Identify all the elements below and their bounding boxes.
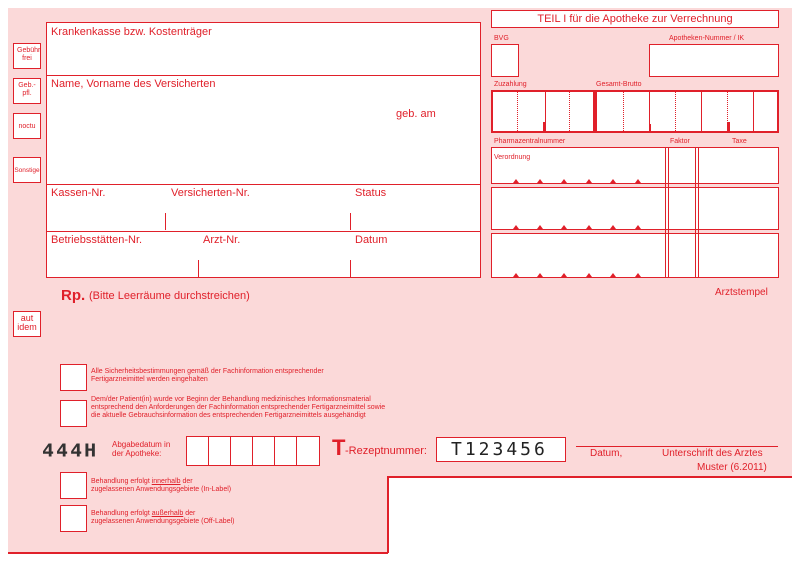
in-label-text: Behandlung erfolgt innerhalb der zugelassenen Anwendungsgebiete (In-Label) (91, 478, 232, 493)
versicherter-name-label: Name, Vorname des Versicherten (51, 78, 216, 90)
abgabedatum-label: Abgabedatum in der Apotheke: (112, 440, 171, 458)
information-text: Dem/der Patient(in) wurde vor Beginn der Behandlung medizinisches Informationsmaterial entsprechend den Anforderungen der Fachinformation entsprechender Fertigarzneimittel sowie die aktuelle Gebrauchsinformation des entsprechenden Fertigarzneimittels ausgehändigt (91, 396, 386, 419)
information-checkbox[interactable] (60, 400, 87, 427)
gesamt-brutto-label: Gesamt-Brutto (596, 81, 642, 88)
geb-pfl-box[interactable] (13, 78, 41, 104)
versicherten-nr-label: Versicherten-Nr. (171, 187, 250, 199)
code-444h: 444H (42, 439, 99, 461)
gebuehr-frei-label: Gebühr frei (17, 47, 41, 62)
noctu-box[interactable] (13, 113, 41, 139)
kassen-nr-label: Kassen-Nr. (51, 187, 106, 199)
datum-sign-label: Datum, (590, 448, 623, 459)
gesamt-brutto-box[interactable] (595, 90, 779, 133)
verordnung-row-2[interactable] (491, 187, 779, 230)
off-label-text: Behandlung erfolgt außerhalb der zugelassenen Anwendungsgebiete (Off-Label) (91, 510, 235, 525)
rp-label: Rp. (61, 287, 86, 304)
sicherheit-text: Alle Sicherheitsbestimmungen gemäß der Fachinformation entsprechender Fertigarzneimittel werden eingehalten (91, 368, 324, 383)
taxe-label: Taxe (732, 138, 747, 145)
aut-idem-box[interactable] (13, 311, 41, 337)
bvg-label: BVG (494, 35, 509, 42)
status-label: Status (355, 187, 387, 199)
datum-label: Datum (355, 234, 388, 246)
unterschrift-label: Unterschrift des Arztes (662, 448, 763, 459)
pharmacy-header (491, 10, 779, 28)
noctu-label: noctu (18, 123, 36, 130)
t-rezept-letter: T (332, 435, 346, 460)
geb-pfl-label: Geb.- pfl. (18, 82, 36, 97)
aut-idem-label: aut idem (17, 313, 37, 332)
pzn-label: Pharmazentralnummer (494, 138, 566, 145)
bvg-box[interactable] (491, 44, 519, 77)
sicherheit-checkbox[interactable] (60, 364, 87, 391)
zuzahlung-label: Zuzahlung (494, 81, 527, 88)
sonstige-box[interactable] (13, 157, 41, 183)
rezeptnummer-label: -Rezeptnummer: (345, 445, 427, 457)
rezeptnummer-value: T123456 (451, 439, 548, 460)
apotheken-nr-label: Apotheken-Nummer / IK (669, 35, 745, 42)
muster-label: Muster (6.2011) (697, 462, 767, 473)
abgabedatum-field[interactable] (186, 436, 320, 466)
betriebsstaetten-nr-label: Betriebsstätten-Nr. (51, 234, 143, 246)
rp-hint: (Bitte Leerräume durchstreichen) (89, 290, 250, 302)
kostentraeger-label: Krankenkasse bzw. Kostenträger (51, 26, 212, 38)
geburtsdatum-label: geb. am (396, 108, 436, 120)
arztstempel-label: Arztstempel (715, 287, 768, 298)
verordnung-label: Verordnung (494, 154, 531, 161)
pharmacy-header-text: TEIL I für die Apotheke zur Verrechnung (537, 13, 733, 25)
off-label-checkbox[interactable] (60, 505, 87, 532)
arzt-nr-label: Arzt-Nr. (203, 234, 241, 246)
gebuehr-frei-box[interactable] (13, 43, 41, 69)
in-label-checkbox[interactable] (60, 472, 87, 499)
verordnung-row-3[interactable] (491, 233, 779, 278)
rezeptnummer-field[interactable] (436, 437, 566, 462)
apotheken-nr-box[interactable] (649, 44, 779, 77)
sonstige-label: Sonstige (14, 167, 40, 174)
zuzahlung-box[interactable] (491, 90, 595, 133)
faktor-label: Faktor (670, 138, 690, 145)
